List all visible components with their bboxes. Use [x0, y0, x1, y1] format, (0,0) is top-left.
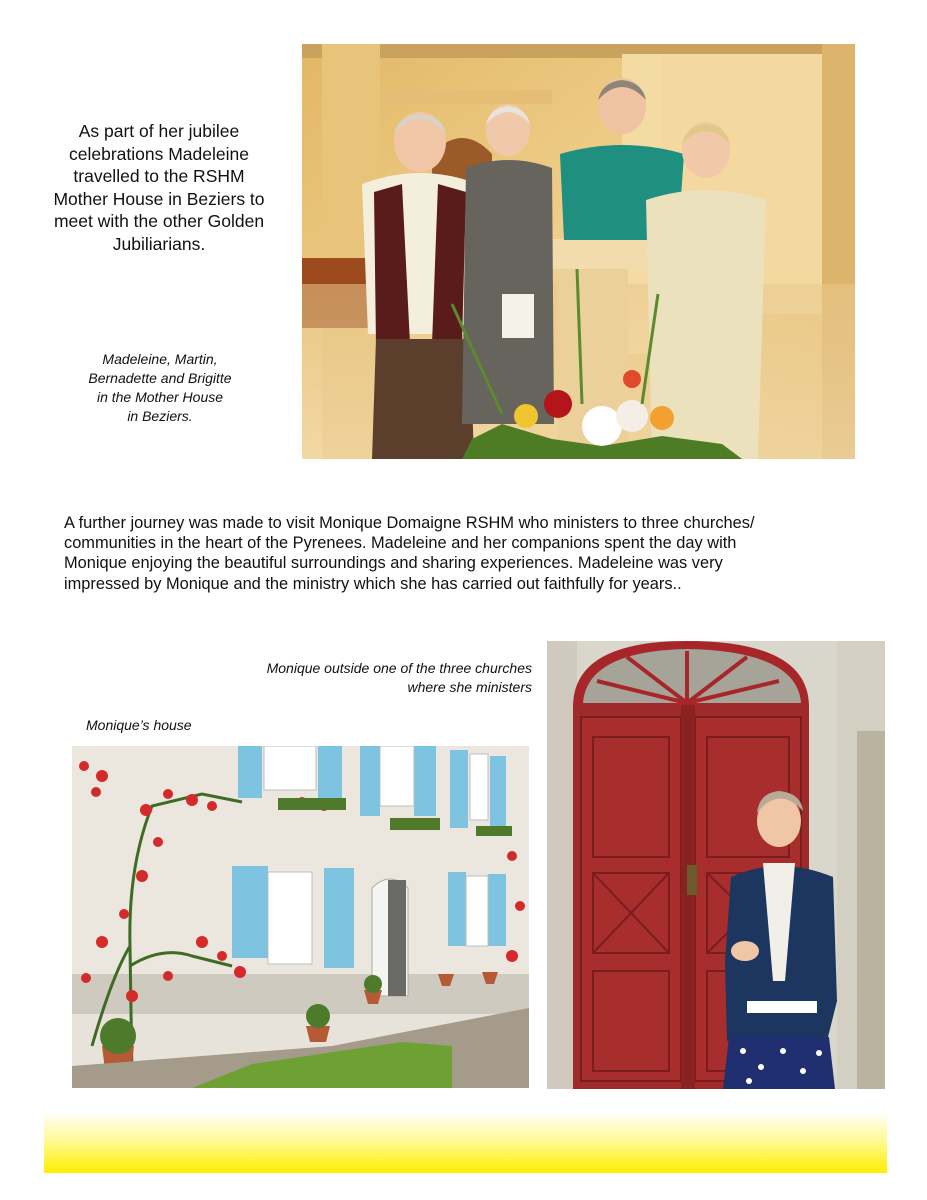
- intro-line: celebrations Madeleine: [69, 143, 249, 164]
- paragraph-line: A further journey was made to visit Monique Domaigne RSHM who ministers to three churches/: [64, 514, 755, 532]
- caption-line: Madeleine, Martin,: [102, 351, 218, 367]
- intro-line: Jubiliarians.: [112, 233, 206, 254]
- caption-line: in Beziers.: [127, 408, 193, 424]
- caption-line: in the Mother House: [96, 389, 224, 405]
- house-photo: [72, 746, 529, 1088]
- journey-paragraph: [64, 513, 864, 594]
- house-caption: Monique’s house: [86, 717, 192, 733]
- jubilarians-photo: [302, 44, 855, 459]
- caption-line: where she ministers: [407, 679, 532, 695]
- footer-gradient-band: [44, 1112, 887, 1173]
- paragraph-line: impressed by Monique and the ministry which she has carried out faithfully for years..: [64, 574, 682, 593]
- intro-line: travelled to the RSHM: [73, 166, 245, 186]
- caption-line: Monique outside one of the three churches: [266, 660, 532, 676]
- intro-line: meet with the other Golden: [53, 211, 265, 231]
- intro-text: [36, 120, 282, 255]
- church-caption: [200, 659, 532, 697]
- jubilarians-caption: [60, 350, 260, 426]
- intro-line: Mother House in Beziers to: [53, 188, 265, 209]
- church-door-photo: [547, 641, 885, 1089]
- paragraph-line: Monique enjoying the beautiful surroundings and sharing experiences. Madeleine was very: [64, 554, 723, 573]
- intro-line: As part of her jubilee: [78, 121, 240, 141]
- caption-line: Bernadette and Brigitte: [88, 370, 232, 386]
- paragraph-line: communities in the heart of the Pyrenees. Madeleine and her companions spent the day with: [64, 534, 737, 553]
